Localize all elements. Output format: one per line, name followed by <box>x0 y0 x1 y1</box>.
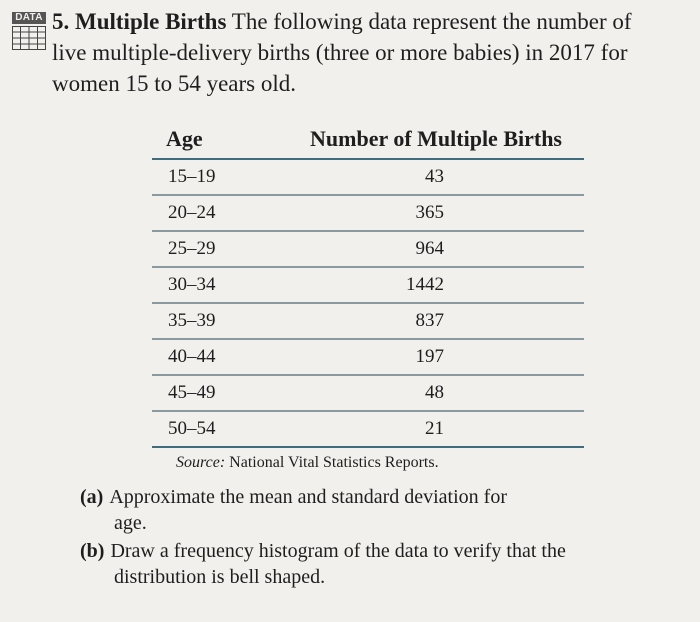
table-row <box>152 267 584 303</box>
problem-text-line1: The following data represent the number of <box>231 9 632 34</box>
age-cell: 30–34 <box>152 267 233 303</box>
problem-text-line3: women 15 to 54 years old. <box>52 71 297 96</box>
age-cell: 45–49 <box>152 375 233 411</box>
births-cell: 43 <box>233 159 584 195</box>
source-text: National Vital Statistics Reports. <box>229 454 439 471</box>
births-column-header: Number of Multiple Births <box>233 120 584 159</box>
question-b-line2: distribution is bell shaped. <box>114 566 326 588</box>
age-cell: 25–29 <box>152 231 233 267</box>
problem-statement <box>52 6 692 99</box>
births-table-container <box>152 120 584 448</box>
age-cell: 40–44 <box>152 339 233 375</box>
births-cell: 197 <box>233 339 584 375</box>
births-table <box>152 120 584 448</box>
births-cell: 964 <box>233 231 584 267</box>
births-cell: 21 <box>233 411 584 447</box>
question-a <box>80 484 680 536</box>
source-label: Source: <box>176 454 226 471</box>
age-cell: 35–39 <box>152 303 233 339</box>
births-cell: 365 <box>233 195 584 231</box>
table-row <box>152 303 584 339</box>
question-a-label: (a) <box>80 486 104 508</box>
table-row <box>152 339 584 375</box>
age-column-header: Age <box>152 120 233 159</box>
question-b <box>80 538 680 590</box>
question-b-line1: Draw a frequency histogram of the data to verify that the <box>110 540 566 562</box>
data-tag-label: DATA <box>12 12 46 24</box>
births-cell: 837 <box>233 303 584 339</box>
births-cell: 1442 <box>233 267 584 303</box>
table-header-row <box>152 120 584 159</box>
source-citation <box>176 454 439 472</box>
question-a-line2: age. <box>114 512 147 534</box>
age-cell: 20–24 <box>152 195 233 231</box>
problem-title: 5. Multiple Births <box>52 9 227 34</box>
question-a-line1: Approximate the mean and standard deviation for <box>109 486 507 508</box>
table-row <box>152 231 584 267</box>
table-row <box>152 375 584 411</box>
age-cell: 50–54 <box>152 411 233 447</box>
age-cell: 15–19 <box>152 159 233 195</box>
births-cell: 48 <box>233 375 584 411</box>
spreadsheet-grid-icon <box>12 26 46 50</box>
table-row <box>152 159 584 195</box>
data-spreadsheet-icon <box>12 12 46 52</box>
question-b-label: (b) <box>80 540 105 562</box>
table-row <box>152 411 584 447</box>
problem-text-line2: live multiple-delivery births (three or more babies) in 2017 for <box>52 40 628 65</box>
table-row <box>152 195 584 231</box>
